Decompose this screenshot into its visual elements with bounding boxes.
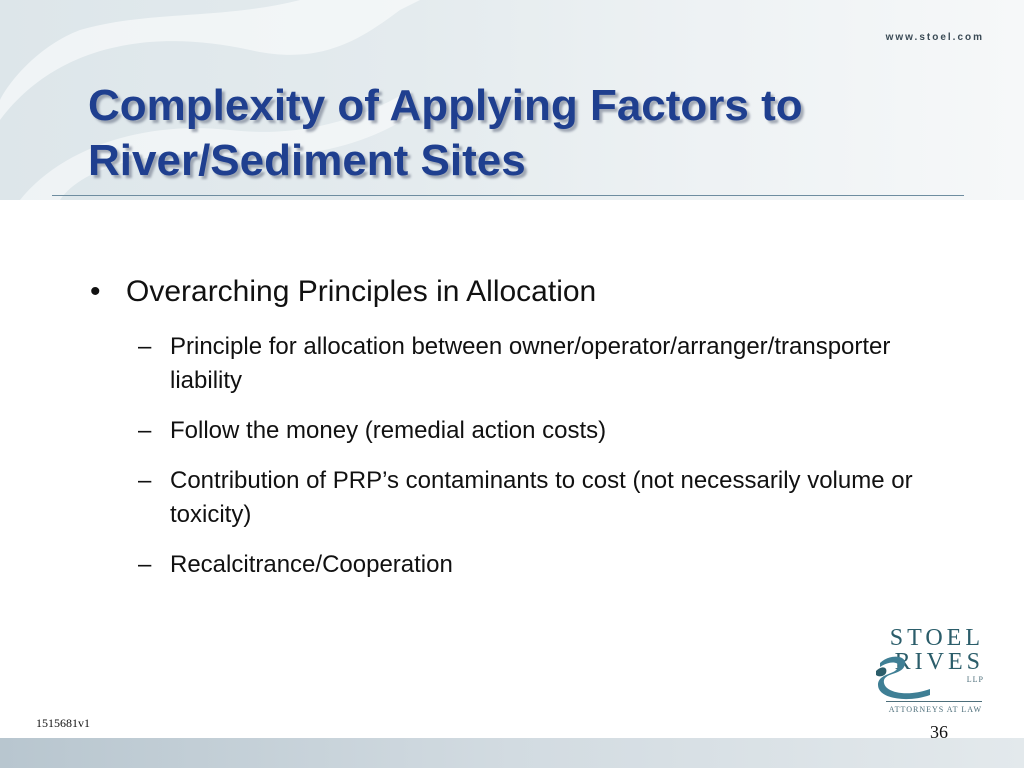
sub-bullet-item <box>138 548 950 582</box>
page-number: 36 <box>930 722 948 742</box>
sub-bullet-item <box>138 414 950 448</box>
sub-bullet-marker: – <box>138 467 152 494</box>
sub-bullet-text: Principle for allocation between owner/operator/arranger/transporter liability <box>170 333 891 394</box>
slide-content <box>90 272 950 598</box>
sub-bullet-text: Follow the money (remedial action costs) <box>170 417 607 444</box>
logo-line-stoel: STOEL <box>889 625 984 651</box>
document-id: 1515681v1 <box>36 716 90 730</box>
sub-bullet-list <box>138 330 950 582</box>
logo-divider <box>886 701 982 702</box>
logo-line-rives: RIVES <box>894 649 984 675</box>
sub-bullet-marker: – <box>138 417 152 444</box>
sub-bullet-item <box>138 464 950 532</box>
footer-band <box>0 738 1024 768</box>
sub-bullet-text: Recalcitrance/Cooperation <box>170 551 453 578</box>
sub-bullet-item <box>138 330 950 398</box>
logo-river-icon <box>874 653 934 701</box>
slide-title: Complexity of Applying Factors to River/Sediment Sites <box>88 81 803 185</box>
bullet-item <box>90 272 950 312</box>
sub-bullet-marker: – <box>138 333 152 360</box>
logo-llp: LLP <box>966 675 984 684</box>
sub-bullet-text: Contribution of PRP’s contaminants to cost (not necessarily volume or toxicity) <box>170 467 913 528</box>
bullet-text: Overarching Principles in Allocation <box>126 275 597 308</box>
title-divider <box>52 195 964 196</box>
stoel-rives-logo <box>870 625 990 720</box>
logo-tagline: ATTORNEYS AT LAW <box>888 705 982 714</box>
bullet-marker: • <box>90 275 101 308</box>
sub-bullet-marker: – <box>138 551 152 578</box>
website-url: www.stoel.com <box>885 32 984 43</box>
